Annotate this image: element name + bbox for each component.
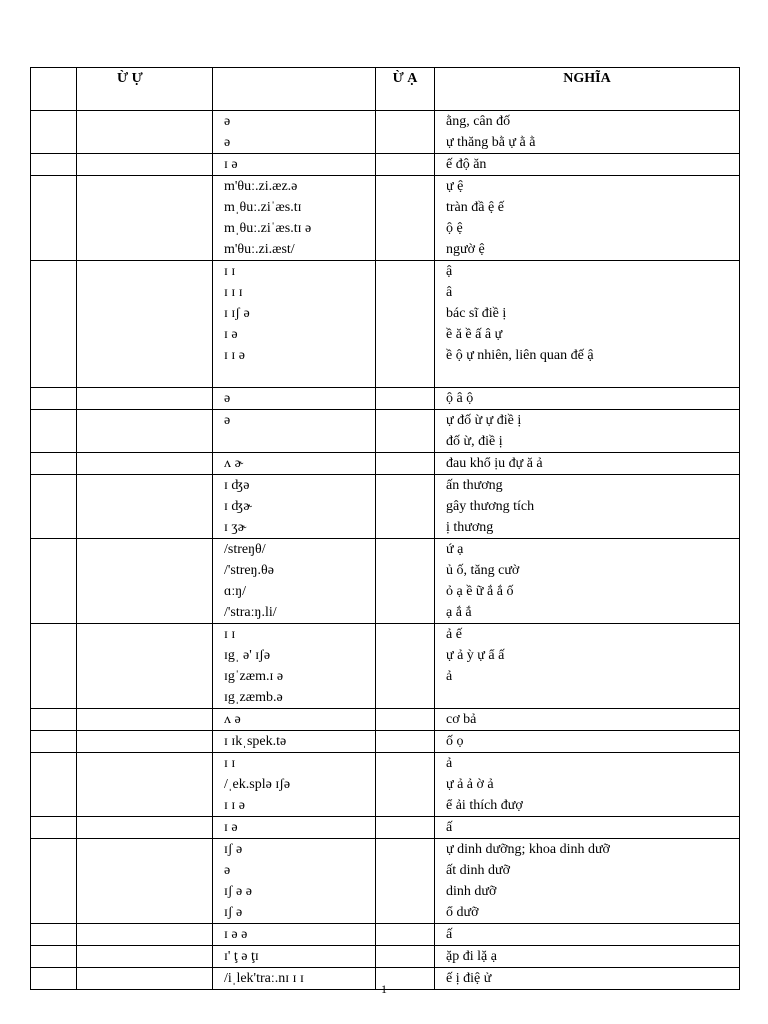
word-type-cell	[376, 946, 435, 968]
pronunciation-cell	[213, 261, 376, 388]
meaning-line: ự ả ả ờ ả	[446, 777, 494, 792]
pronunciation-cell	[213, 475, 376, 539]
pronunciation-line: ɪ ɪ	[224, 756, 236, 771]
table-row	[31, 817, 740, 839]
word-cell	[77, 924, 213, 946]
row-number-cell	[31, 475, 77, 539]
table-row	[31, 453, 740, 475]
meaning-line: ấn thương	[446, 478, 503, 493]
word-cell	[77, 753, 213, 817]
row-number-cell	[31, 946, 77, 968]
word-type-cell	[376, 817, 435, 839]
meaning-line: ỏ ạ ề ữ ắ ắ ố	[446, 584, 514, 599]
table-row	[31, 731, 740, 753]
pronunciation-line: ə	[224, 863, 231, 878]
vocabulary-table	[30, 67, 740, 990]
table-row	[31, 111, 740, 154]
meaning-line: ấ	[446, 820, 453, 835]
table-row	[31, 539, 740, 624]
word-cell	[77, 176, 213, 261]
word-type-cell	[376, 731, 435, 753]
meaning-line: ả	[446, 756, 453, 771]
meaning-line: ạ ắ ắ	[446, 605, 472, 620]
pronunciation-line: ɪ ɪ ə	[224, 798, 245, 813]
word-cell	[77, 709, 213, 731]
pronunciation-line: ɪgˌ ə' ɪʃə	[224, 648, 271, 663]
pronunciation-cell	[213, 388, 376, 410]
meaning-line: ự ệ	[446, 179, 464, 194]
word-type-cell	[376, 388, 435, 410]
table-row	[31, 753, 740, 817]
pronunciation-line: ɪ ə ə	[224, 927, 248, 942]
table-header-row	[31, 68, 740, 111]
meaning-line: dinh dưỡ	[446, 884, 497, 899]
pronunciation-line: ʌ ɚ	[224, 456, 244, 471]
header-number	[31, 68, 77, 111]
pronunciation-cell	[213, 111, 376, 154]
word-cell	[77, 453, 213, 475]
meaning-cell	[435, 410, 740, 453]
meaning-line: ủ ố, tăng cườ	[446, 563, 520, 578]
meaning-cell	[435, 111, 740, 154]
pronunciation-line: ʌ ə	[224, 712, 241, 727]
word-type-cell	[376, 475, 435, 539]
meaning-line: ề ă ề ấ â ự	[446, 327, 503, 342]
table-row	[31, 410, 740, 453]
meaning-line: ằng, cân đố	[446, 114, 511, 129]
pronunciation-cell	[213, 410, 376, 453]
meaning-line: ả ế	[446, 627, 462, 642]
row-number-cell	[31, 731, 77, 753]
pronunciation-line: m'θuː.zi.æst/	[224, 242, 295, 257]
meaning-line: ặp đi lặ ạ	[446, 949, 497, 964]
pronunciation-line: ɪ ɪ ə	[224, 348, 245, 363]
pronunciation-line: ɪ ɪ	[224, 264, 236, 279]
row-number-cell	[31, 709, 77, 731]
word-cell	[77, 261, 213, 388]
header-meaning: NGHĨA	[435, 68, 740, 111]
word-type-cell	[376, 624, 435, 709]
table-row	[31, 839, 740, 924]
row-number-cell	[31, 817, 77, 839]
pronunciation-line: ɪ ɪkˌspek.tə	[224, 734, 287, 749]
pronunciation-line: /'straːŋ.li/	[224, 605, 277, 620]
meaning-cell	[435, 539, 740, 624]
meaning-cell	[435, 154, 740, 176]
pronunciation-line: /iˌlek'traː.nɪ ɪ ɪ	[224, 971, 304, 986]
meaning-line: đố ừ, điề ị	[446, 434, 503, 449]
pronunciation-cell	[213, 753, 376, 817]
meaning-line: ộ â ộ	[446, 391, 474, 406]
meaning-cell	[435, 753, 740, 817]
word-type-cell	[376, 154, 435, 176]
header-pronunciation	[213, 68, 376, 111]
table-row	[31, 709, 740, 731]
meaning-cell	[435, 475, 740, 539]
meaning-line: cơ bả	[446, 712, 477, 727]
word-cell	[77, 388, 213, 410]
row-number-cell	[31, 924, 77, 946]
meaning-line: ất dinh dưỡ	[446, 863, 510, 878]
pronunciation-cell	[213, 731, 376, 753]
word-cell	[77, 731, 213, 753]
meaning-line: ả	[446, 669, 453, 684]
pronunciation-line: ɪ ɪʃ ə	[224, 306, 250, 321]
row-number-cell	[31, 410, 77, 453]
header-word-type: Ừ Ạ	[376, 68, 435, 111]
word-cell	[77, 946, 213, 968]
word-cell	[77, 410, 213, 453]
word-cell	[77, 817, 213, 839]
meaning-line: gây thương tích	[446, 499, 535, 514]
word-cell	[77, 111, 213, 154]
meaning-line: ề ộ ự nhiên, liên quan đế ậ	[446, 348, 594, 363]
word-cell	[77, 154, 213, 176]
table-row	[31, 176, 740, 261]
meaning-cell	[435, 176, 740, 261]
pronunciation-cell	[213, 709, 376, 731]
pronunciation-line: ɑːŋ/	[224, 584, 247, 599]
table-body	[31, 111, 740, 990]
word-type-cell	[376, 539, 435, 624]
meaning-line: â	[446, 285, 453, 300]
pronunciation-line	[216, 431, 372, 452]
row-number-cell	[31, 154, 77, 176]
pronunciation-cell	[213, 817, 376, 839]
word-cell	[77, 475, 213, 539]
meaning-cell	[435, 709, 740, 731]
pronunciation-cell	[213, 924, 376, 946]
word-type-cell	[376, 261, 435, 388]
meaning-cell	[435, 388, 740, 410]
pronunciation-line: ɪ ə	[224, 157, 238, 172]
pronunciation-line: ə	[224, 391, 231, 406]
pronunciation-line: ə	[224, 413, 231, 428]
pronunciation-line: /'streŋ.θə	[224, 563, 274, 578]
meaning-line: ngườ ệ	[446, 242, 485, 257]
meaning-line: tràn đầ ệ ế	[446, 200, 504, 215]
meaning-cell	[435, 924, 740, 946]
meaning-cell	[435, 624, 740, 709]
row-number-cell	[31, 111, 77, 154]
table-row	[31, 475, 740, 539]
pronunciation-line: ɪʃ ə	[224, 842, 243, 857]
pronunciation-line: ɪʃ ə	[224, 905, 243, 920]
meaning-line: ế độ ăn	[446, 157, 487, 172]
meaning-cell	[435, 839, 740, 924]
meaning-line: ộ ệ	[446, 221, 463, 236]
meaning-line: ế ị điệ ử	[446, 971, 492, 986]
meaning-line: đau khổ ịu đự ă ả	[446, 456, 543, 471]
page-number: 1	[381, 982, 387, 996]
row-number-cell	[31, 261, 77, 388]
pronunciation-line: ə	[224, 114, 231, 129]
table-row	[31, 388, 740, 410]
pronunciation-line: /ˌek.splə ɪʃə	[224, 777, 291, 792]
row-number-cell	[31, 176, 77, 261]
pronunciation-line: ɪ ʤɚ	[224, 499, 252, 514]
row-number-cell	[31, 388, 77, 410]
pronunciation-cell	[213, 539, 376, 624]
meaning-cell	[435, 817, 740, 839]
table-row	[31, 261, 740, 388]
word-type-cell	[376, 753, 435, 817]
row-number-cell	[31, 753, 77, 817]
row-number-cell	[31, 839, 77, 924]
pronunciation-line: ɪ ə	[224, 820, 238, 835]
word-type-cell	[376, 410, 435, 453]
pronunciation-line: mˌθuː.ziˈæs.tɪ ə	[224, 221, 312, 236]
meaning-line: ấ	[446, 927, 453, 942]
meaning-line: ự đố ừ ự điề ị	[446, 413, 522, 428]
pronunciation-line: ɪ ə	[224, 327, 238, 342]
pronunciation-line: mˌθuː.ziˈæs.tɪ	[224, 200, 302, 215]
pronunciation-line: m'θuː.zi.æz.ə	[224, 179, 298, 194]
table-row	[31, 154, 740, 176]
table-row	[31, 946, 740, 968]
word-cell	[77, 624, 213, 709]
pronunciation-cell	[213, 453, 376, 475]
pronunciation-line: ə	[224, 135, 231, 150]
pronunciation-line: ɪgˈzæm.ɪ ə	[224, 669, 284, 684]
pronunciation-line: /streŋθ/	[224, 542, 266, 557]
word-cell	[77, 539, 213, 624]
meaning-line: bác sĩ điề ị	[446, 306, 507, 321]
header-word: Ừ Ự	[77, 68, 213, 111]
meaning-cell	[435, 946, 740, 968]
pronunciation-line: ɪʃ ə ə	[224, 884, 252, 899]
pronunciation-cell	[213, 946, 376, 968]
pronunciation-line: ɪgˌzæmb.ə	[224, 690, 283, 705]
meaning-line: ể ải thích đượ	[446, 798, 523, 813]
pronunciation-cell	[213, 176, 376, 261]
pronunciation-cell	[213, 154, 376, 176]
pronunciation-line: ɪ ʤə	[224, 478, 250, 493]
meaning-line: ị thương	[446, 520, 494, 535]
pronunciation-line	[216, 366, 372, 387]
word-type-cell	[376, 924, 435, 946]
word-type-cell	[376, 839, 435, 924]
meaning-line: ổ dưỡ	[446, 905, 479, 920]
meaning-line	[438, 687, 736, 708]
meaning-cell	[435, 453, 740, 475]
meaning-line: ự dinh dưỡng; khoa dinh dưỡ	[446, 842, 610, 857]
meaning-line: ự ả ỳ ự ẩ ấ	[446, 648, 505, 663]
meaning-line: ự thăng bằ ự ằ ằ	[446, 135, 536, 150]
table-row	[31, 624, 740, 709]
meaning-cell	[435, 261, 740, 388]
meaning-line: ứ ạ	[446, 542, 464, 557]
pronunciation-line: ɪ ʒɚ	[224, 520, 247, 535]
pronunciation-cell	[213, 624, 376, 709]
table-row	[31, 924, 740, 946]
pronunciation-cell	[213, 839, 376, 924]
row-number-cell	[31, 539, 77, 624]
meaning-line: ậ	[446, 264, 453, 279]
meaning-line: ố ọ	[446, 734, 464, 749]
row-number-cell	[31, 624, 77, 709]
meaning-line	[438, 366, 736, 387]
pronunciation-line: ɪ ɪ	[224, 627, 236, 642]
pronunciation-line: ɪ ɪ ɪ	[224, 285, 243, 300]
word-cell	[77, 839, 213, 924]
word-type-cell	[376, 709, 435, 731]
pronunciation-line: ɪ' ţ ə ţɪ	[224, 949, 259, 964]
meaning-cell	[435, 731, 740, 753]
word-type-cell	[376, 453, 435, 475]
word-type-cell	[376, 111, 435, 154]
row-number-cell	[31, 453, 77, 475]
word-type-cell	[376, 176, 435, 261]
